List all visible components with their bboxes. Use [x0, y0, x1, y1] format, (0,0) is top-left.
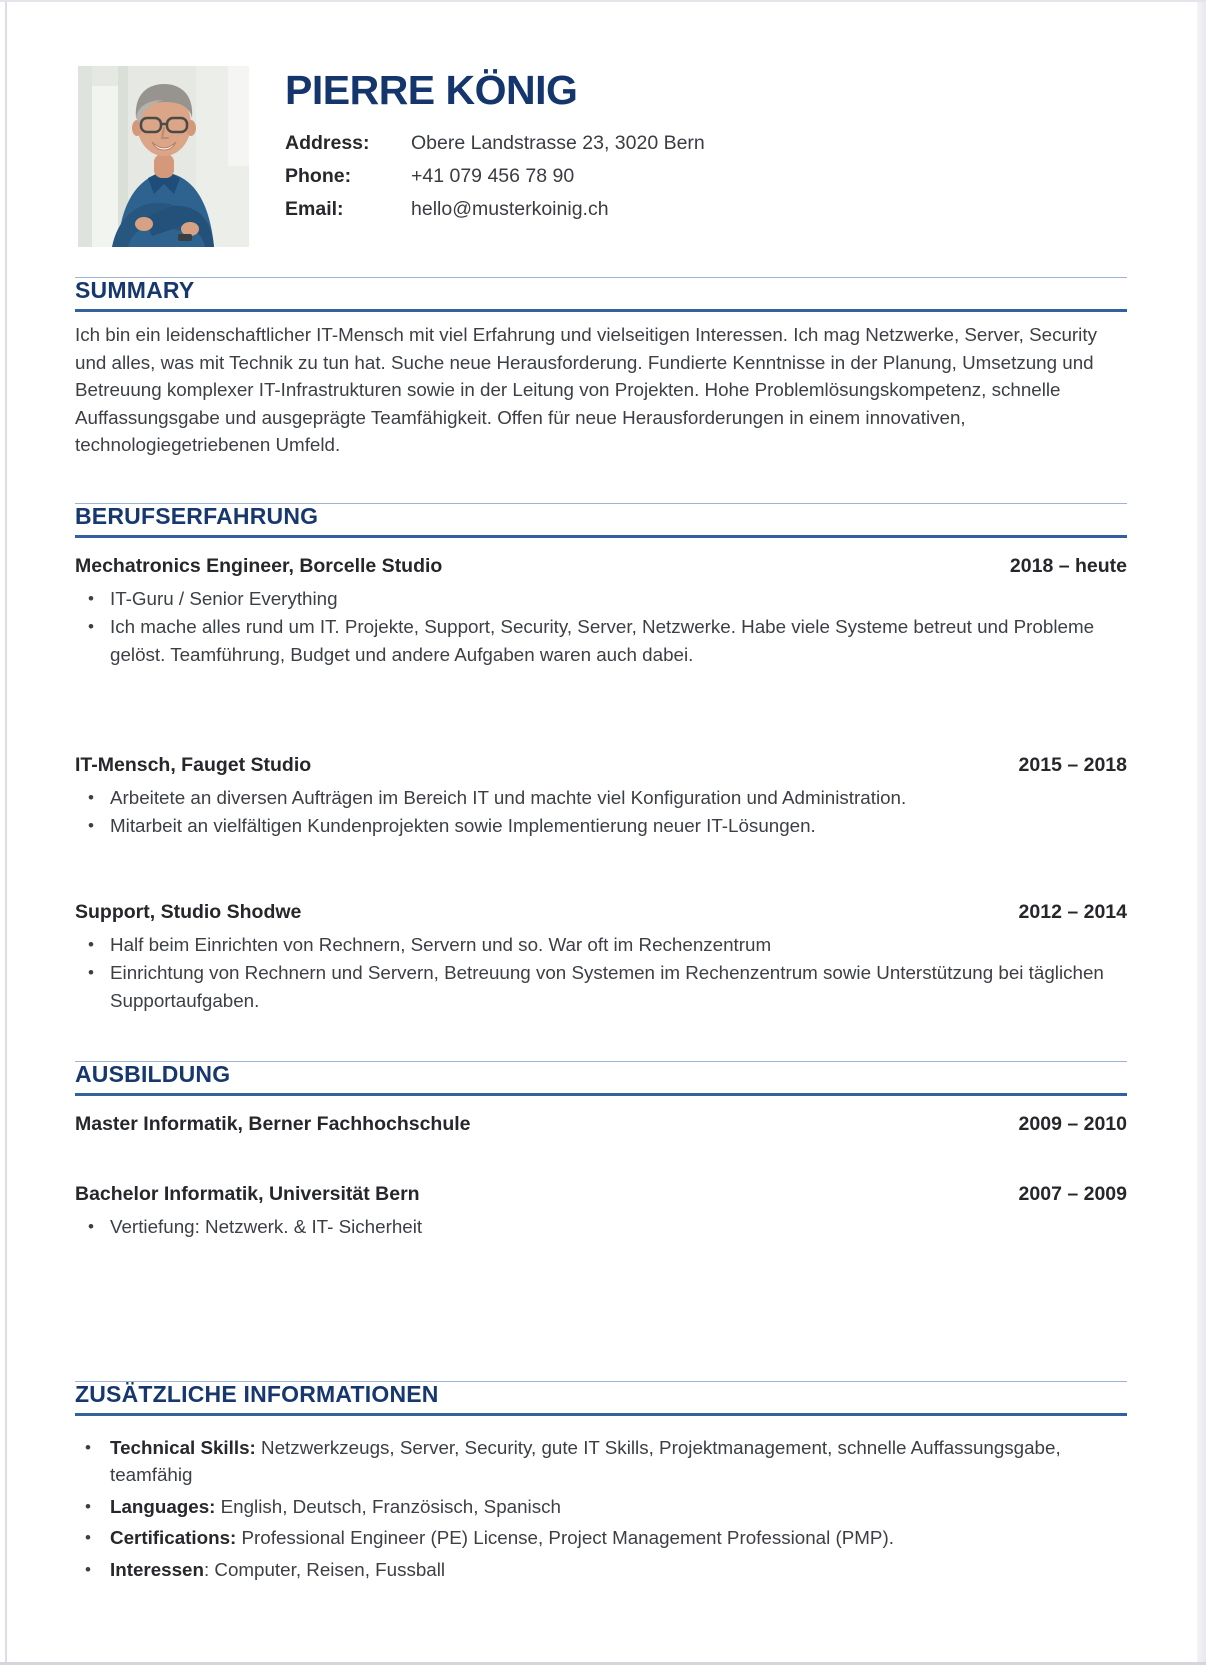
email-value: hello@musterkoinig.ch: [411, 198, 609, 220]
additional-info-item: [85, 1434, 1127, 1489]
education-heading: AUSBILDUNG: [75, 1061, 1127, 1096]
job-bullet: • Ich mache alles rund um IT. Projekte, Support, Security, Server, Netzwerke. Habe viele Systeme betreut und Probleme gelöst. Teamführung, Budget und andere Aufgaben waren auch dabei.: [88, 613, 1127, 669]
education-entry: [75, 1112, 1127, 1136]
item-label: Technical Skills:: [110, 1436, 256, 1458]
section-education: [75, 1061, 1127, 1241]
job-bullet: • Einrichtung von Rechnern und Servern, Betreuung von Systemen im Rechenzentrum sowie Unterstützung bei täglichen Supportaufgaben.: [88, 959, 1127, 1015]
scrollbar-track[interactable]: [1197, 2, 1206, 1662]
item-label: Certifications:: [110, 1527, 237, 1548]
summary-heading: SUMMARY: [75, 277, 1127, 312]
education-bullet: • Vertiefung: Netzwerk. & IT- Sicherheit: [88, 1213, 1127, 1241]
education-entry: [75, 1182, 1127, 1241]
job-bullet: • Arbeitete an diversen Aufträgen im Bereich IT und machte viel Konfiguration und Administration.: [88, 784, 1127, 812]
contact-row-phone: [285, 160, 705, 193]
resume-content: [75, 2, 1127, 1587]
phone-label: Phone:: [285, 165, 352, 187]
item-value: Netzwerkzeugs, Server, Security, gute IT Skills, Projektmanagement, schnelle Auffassungsgabe, teamfähig: [110, 1436, 1061, 1485]
email-label: Email:: [285, 198, 344, 220]
section-experience: [75, 503, 1127, 1015]
job-bullet: • Half beim Einrichten von Rechnern, Servern und so. War oft im Rechenzentrum: [88, 931, 1127, 959]
job-title: Mechatronics Engineer, Borcelle Studio: [75, 554, 443, 577]
job-title: Support, Studio Shodwe: [75, 900, 302, 923]
address-value: Obere Landstrasse 23, 3020 Bern: [411, 132, 705, 154]
summary-text: Ich bin ein leidenschaftlicher IT-Mensch mit viel Erfahrung und vielseitigen Interessen. Ich mag Netzwerke, Server, Security und alles, was mit Technik zu tun hat. Suche neue Herausforderung. Fundierte Kenntnisse in der Planung, Umsetzung und Betreuung komplexer IT-Infrastrukturen sowie in der Leitung von Projekten. Hohe Problemlösungskompetenz, schnelle Auffassungsgabe und ausgeprägte Teamfähigkeit. Offen für neue Herausforderungen in einem innovativen, technologiegetriebenen Umfeld.: [75, 324, 1097, 455]
additional-info-item: [85, 1493, 1127, 1521]
education-bullets: [75, 1213, 1127, 1241]
item-value: English, Deutsch, Französisch, Spanisch: [215, 1495, 561, 1517]
education-period: 2007 – 2009: [1018, 1182, 1127, 1205]
experience-heading: BERUFSERFAHRUNG: [75, 503, 1127, 538]
additional-info-list: [75, 1434, 1127, 1584]
item-value: Professional Engineer (PE) License, Project Management Professional (PMP).: [236, 1527, 894, 1548]
additional-info-item: [85, 1524, 1127, 1552]
job-period: 2018 – heute: [1009, 554, 1127, 577]
job-title-row: [75, 554, 1127, 578]
job-title-row: [75, 753, 1127, 777]
contact-block: [285, 127, 705, 226]
job-bullets: [75, 931, 1127, 1015]
page-left-edge: [5, 2, 7, 1662]
contact-row-address: [285, 127, 705, 160]
header: [75, 2, 1127, 247]
person-name: PIERRE KÖNIG: [285, 67, 578, 113]
section-summary: [75, 277, 1127, 459]
job-bullet: • IT-Guru / Senior Everything: [88, 585, 1127, 613]
education-title: Master Informatik, Berner Fachhochschule: [75, 1112, 471, 1135]
job-title: IT-Mensch, Fauget Studio: [75, 753, 312, 776]
education-title: Bachelor Informatik, Universität Bern: [75, 1182, 420, 1205]
item-label: Interessen: [110, 1558, 204, 1580]
section-additional-info: [75, 1381, 1127, 1584]
job-entry: [75, 900, 1127, 1015]
education-title-row: [75, 1182, 1127, 1206]
job-bullet: • Mitarbeit an vielfältigen Kundenprojekten sowie Implementierung neuer IT-Lösungen.: [88, 812, 1127, 840]
job-title-row: [75, 900, 1127, 924]
job-entry: [75, 753, 1127, 840]
education-title-row: [75, 1112, 1127, 1136]
job-bullets: [75, 585, 1127, 669]
job-entry: [75, 554, 1127, 669]
job-period: 2015 – 2018: [1018, 753, 1127, 776]
contact-row-email: [285, 193, 705, 226]
profile-photo-illustration: [78, 66, 249, 247]
item-value: : Computer, Reisen, Fussball: [203, 1558, 446, 1580]
additional-info-heading: ZUSÄTZLICHE INFORMATIONEN: [75, 1381, 1127, 1416]
header-text: [285, 66, 705, 247]
education-period: 2009 – 2010: [1018, 1112, 1127, 1135]
job-period: 2012 – 2014: [1018, 900, 1127, 923]
phone-value: +41 079 456 78 90: [411, 165, 575, 187]
additional-info-item: [85, 1556, 1127, 1584]
item-label: Languages:: [110, 1495, 216, 1517]
address-label: Address:: [285, 132, 370, 154]
job-bullets: [75, 784, 1127, 840]
profile-photo: [78, 66, 249, 247]
